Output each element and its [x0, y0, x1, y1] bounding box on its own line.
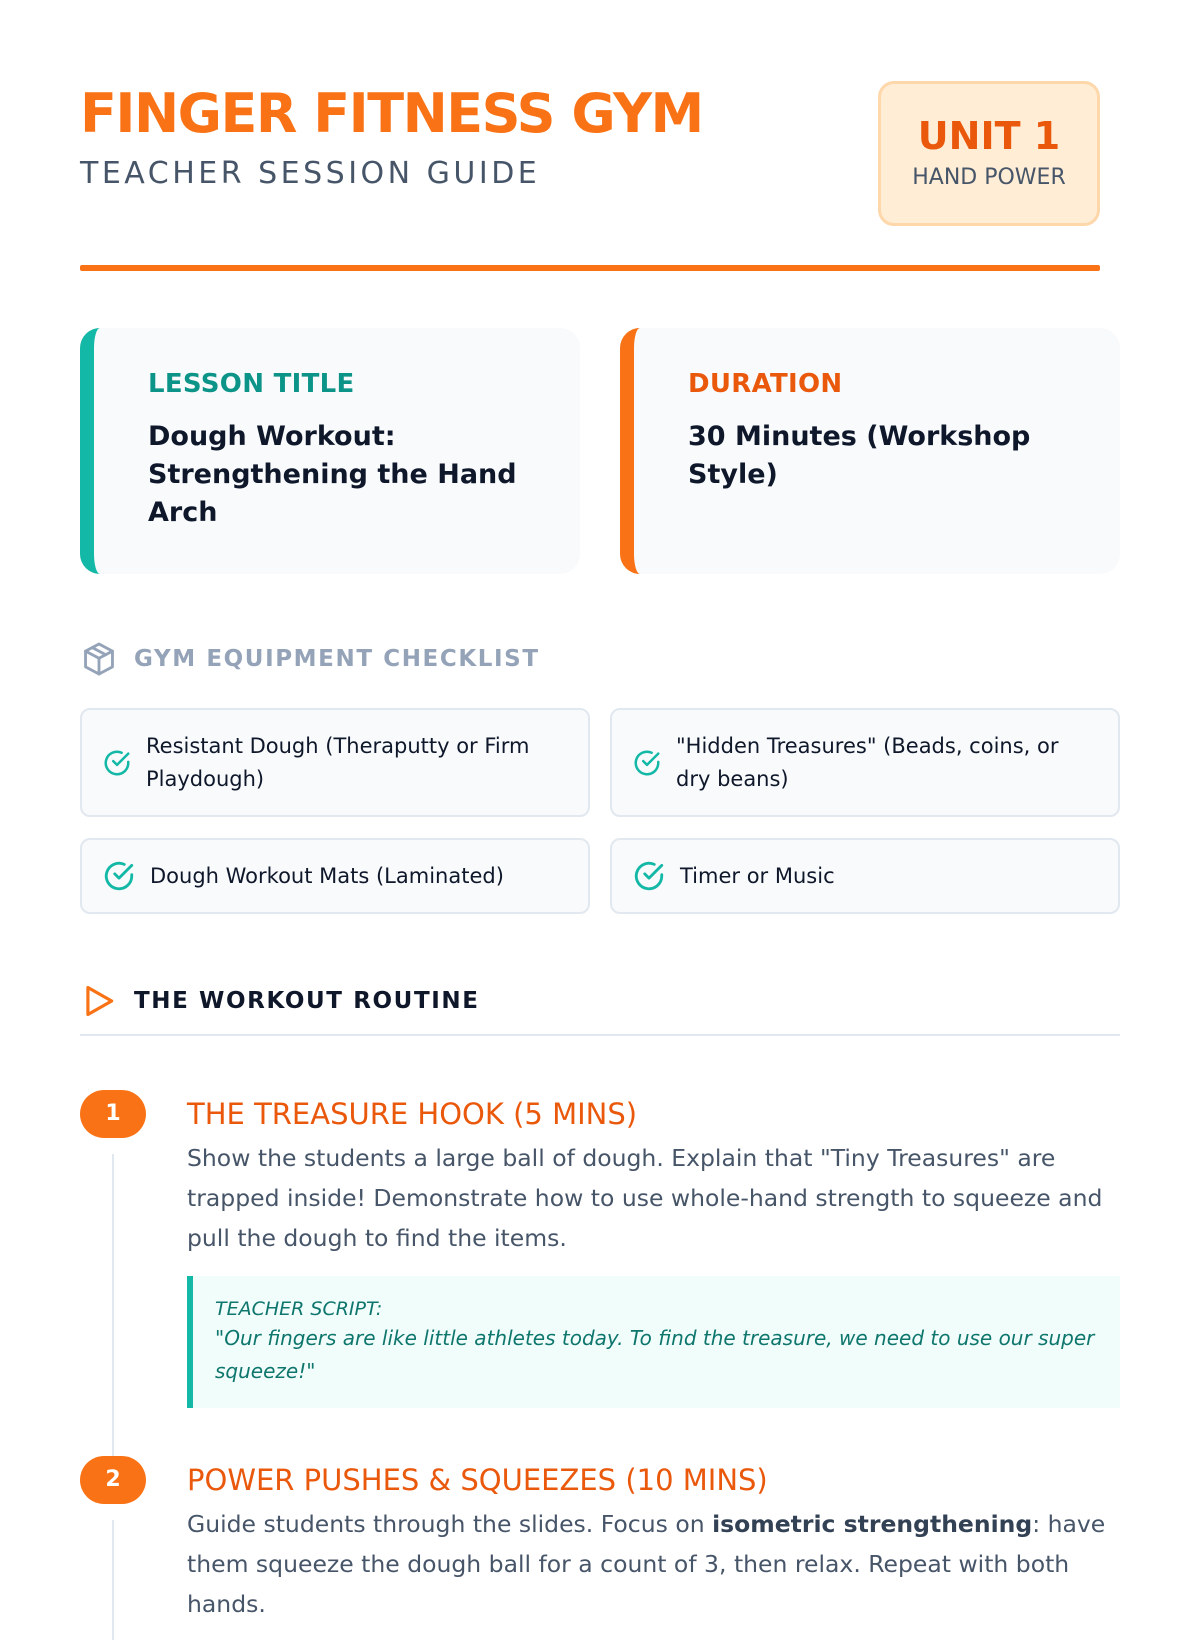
step-number-badge: 2: [80, 1456, 146, 1504]
equipment-heading-text: GYM EQUIPMENT CHECKLIST: [134, 646, 540, 672]
checklist-item-label: Resistant Dough (Theraputty or Firm Playdough): [146, 733, 530, 791]
step-body: [187, 1456, 1120, 1624]
duration-value: 30 Minutes (Workshop Style): [688, 421, 1031, 490]
check-circle-icon: [632, 748, 662, 778]
step-description-emphasis: isometric strengthening: [712, 1510, 1033, 1538]
step-description-text: Guide students through the slides. Focus on: [187, 1510, 713, 1538]
routine-divider: [80, 1034, 1120, 1036]
duration-card: [620, 328, 1120, 574]
lesson-title-value: Dough Workout: Strengthening the Hand Arch: [148, 421, 517, 528]
checklist-item[interactable]: [80, 838, 590, 914]
step-description: [187, 1504, 1120, 1624]
teacher-script-label: TEACHER SCRIPT:: [215, 1298, 383, 1320]
unit-name: HAND POWER: [912, 165, 1066, 190]
teacher-script: [187, 1276, 1120, 1408]
routine-heading-text: THE WORKOUT ROUTINE: [134, 988, 480, 1014]
step-description: Show the students a large ball of dough. Explain that "Tiny Treasures" are trapped inside! Demonstrate how to use whole-hand strength to squeeze and pull the dough to find the items.: [187, 1144, 1103, 1252]
checklist-item-label: Timer or Music: [680, 863, 835, 888]
step-number-badge: 1: [80, 1090, 146, 1138]
header: [80, 0, 1100, 270]
lesson-title-label: LESSON TITLE: [148, 369, 355, 399]
routine-heading: [80, 982, 480, 1020]
lesson-info: [80, 328, 1120, 574]
checklist-item[interactable]: [610, 708, 1120, 817]
header-divider: [80, 265, 1100, 271]
box-icon: [80, 640, 118, 678]
play-icon: [80, 982, 118, 1020]
unit-badge: [878, 81, 1100, 226]
checklist-item[interactable]: [80, 708, 590, 817]
checklist-item[interactable]: [610, 838, 1120, 914]
lesson-title-card: [80, 328, 580, 574]
page-title: FINGER FITNESS GYM: [80, 82, 703, 145]
step-title: THE TREASURE HOOK (5 MINS): [187, 1097, 638, 1131]
step-body: [187, 1090, 1120, 1408]
step-description-text: : have them squeeze the dough ball for a count of 3, then relax. Repeat with both hands.: [187, 1510, 1106, 1618]
teacher-script-text: "Our fingers are like little athletes today. To find the treasure, we need to use our super squeeze!": [215, 1326, 1095, 1383]
checklist-item-label: "Hidden Treasures" (Beads, coins, or dry beans): [676, 733, 1059, 791]
unit-number: UNIT 1: [917, 114, 1061, 158]
step-title: POWER PUSHES & SQUEEZES (10 MINS): [187, 1463, 768, 1497]
check-circle-icon: [102, 859, 136, 893]
equipment-heading: [80, 640, 540, 678]
check-circle-icon: [632, 859, 666, 893]
page-subtitle: TEACHER SESSION GUIDE: [80, 156, 541, 191]
check-circle-icon: [102, 748, 132, 778]
checklist-item-label: Dough Workout Mats (Laminated): [150, 863, 504, 888]
duration-label: DURATION: [688, 369, 843, 399]
step-connector: [112, 1154, 114, 1494]
step-connector: [112, 1520, 114, 1640]
